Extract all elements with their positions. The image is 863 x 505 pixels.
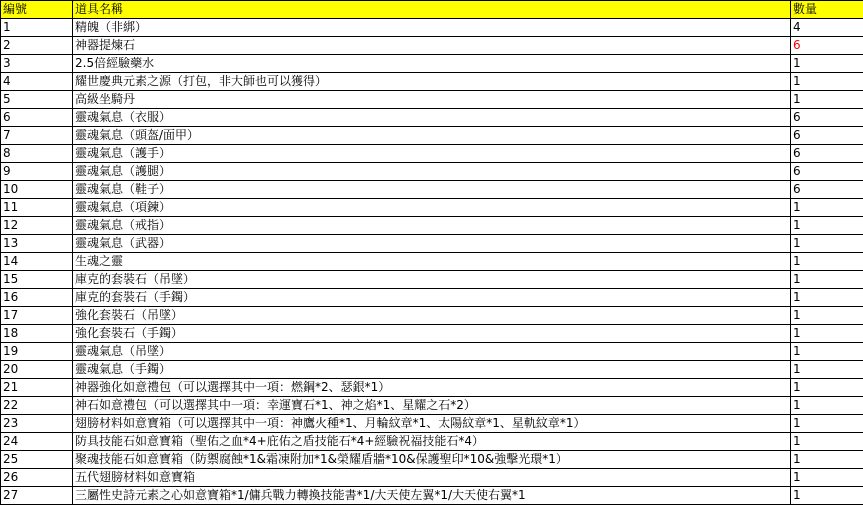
- row-qty-cell[interactable]: 1: [791, 289, 863, 307]
- row-qty-cell[interactable]: 1: [791, 325, 863, 343]
- row-name-cell[interactable]: 靈魂氣息（武器）: [73, 235, 791, 253]
- table-row: [1, 127, 863, 145]
- header-row: [1, 1, 863, 19]
- table-row: [1, 397, 863, 415]
- row-qty-cell[interactable]: 1: [791, 343, 863, 361]
- row-id-cell[interactable]: 26: [1, 469, 73, 487]
- row-qty-cell[interactable]: 1: [791, 469, 863, 487]
- table-row: [1, 217, 863, 235]
- table-row: [1, 91, 863, 109]
- row-qty-cell[interactable]: 1: [791, 55, 863, 73]
- row-id-cell[interactable]: 19: [1, 343, 73, 361]
- table-row: [1, 379, 863, 397]
- row-id-cell[interactable]: 27: [1, 487, 73, 505]
- row-name-cell[interactable]: 靈魂氣息（鞋子）: [73, 181, 791, 199]
- row-id-cell[interactable]: 1: [1, 19, 73, 37]
- row-name-cell[interactable]: 生魂之靈: [73, 253, 791, 271]
- row-name-cell[interactable]: 靈魂氣息（吊墜）: [73, 343, 791, 361]
- row-name-cell[interactable]: 三屬性史詩元素之心如意寶箱*1/傭兵戰力轉換技能書*1/大天使左翼*1/大天使右翼*1: [73, 487, 791, 505]
- table-row: [1, 235, 863, 253]
- row-qty-cell[interactable]: 1: [791, 451, 863, 469]
- row-qty-cell[interactable]: 6: [791, 37, 863, 55]
- row-id-cell[interactable]: 21: [1, 379, 73, 397]
- table-row: [1, 361, 863, 379]
- table-row: [1, 55, 863, 73]
- row-id-cell[interactable]: 7: [1, 127, 73, 145]
- row-qty-cell[interactable]: 1: [791, 217, 863, 235]
- row-id-cell[interactable]: 25: [1, 451, 73, 469]
- row-name-cell[interactable]: 神器強化如意禮包（可以選擇其中一項：燃鋼*2、瑟銀*1）: [73, 379, 791, 397]
- table-row: [1, 487, 863, 505]
- row-id-cell[interactable]: 10: [1, 181, 73, 199]
- row-name-cell[interactable]: 聚魂技能石如意寶箱（防禦腐蝕*1&霜凍附加*1&榮耀盾牆*10&保護聖印*10&強擊光環*1）: [73, 451, 791, 469]
- row-name-cell[interactable]: 靈魂氣息（戒指）: [73, 217, 791, 235]
- row-id-cell[interactable]: 22: [1, 397, 73, 415]
- row-id-cell[interactable]: 23: [1, 415, 73, 433]
- row-name-cell[interactable]: 庫克的套裝石（吊墜）: [73, 271, 791, 289]
- row-id-cell[interactable]: 6: [1, 109, 73, 127]
- header-cell-qty[interactable]: 數量: [791, 1, 863, 19]
- row-name-cell[interactable]: 靈魂氣息（頭盔/面甲）: [73, 127, 791, 145]
- row-id-cell[interactable]: 14: [1, 253, 73, 271]
- row-qty-cell[interactable]: 1: [791, 235, 863, 253]
- row-id-cell[interactable]: 2: [1, 37, 73, 55]
- row-qty-cell[interactable]: 1: [791, 199, 863, 217]
- table-row: [1, 451, 863, 469]
- table-row: [1, 73, 863, 91]
- row-name-cell[interactable]: 耀世慶典元素之源（打包，非大師也可以獲得）: [73, 73, 791, 91]
- row-id-cell[interactable]: 12: [1, 217, 73, 235]
- table-row: [1, 343, 863, 361]
- row-id-cell[interactable]: 13: [1, 235, 73, 253]
- row-name-cell[interactable]: 高級坐騎丹: [73, 91, 791, 109]
- row-qty-cell[interactable]: 6: [791, 109, 863, 127]
- row-name-cell[interactable]: 五代翅膀材料如意寶箱: [73, 469, 791, 487]
- row-name-cell[interactable]: 精魄（非綁）: [73, 19, 791, 37]
- row-id-cell[interactable]: 4: [1, 73, 73, 91]
- row-name-cell[interactable]: 神器提煉石: [73, 37, 791, 55]
- row-qty-cell[interactable]: 1: [791, 253, 863, 271]
- table-row: [1, 19, 863, 37]
- row-id-cell[interactable]: 20: [1, 361, 73, 379]
- header-cell-name[interactable]: 道具名稱: [73, 1, 791, 19]
- row-id-cell[interactable]: 18: [1, 325, 73, 343]
- row-qty-cell[interactable]: 1: [791, 307, 863, 325]
- row-qty-cell[interactable]: 6: [791, 181, 863, 199]
- table-row: [1, 181, 863, 199]
- row-id-cell[interactable]: 3: [1, 55, 73, 73]
- row-qty-cell[interactable]: 1: [791, 271, 863, 289]
- table-row: [1, 469, 863, 487]
- table-row: [1, 415, 863, 433]
- row-qty-cell[interactable]: 1: [791, 487, 863, 505]
- row-id-cell[interactable]: 24: [1, 433, 73, 451]
- row-name-cell[interactable]: 2.5倍經驗藥水: [73, 55, 791, 73]
- row-id-cell[interactable]: 17: [1, 307, 73, 325]
- header-cell-id[interactable]: 編號: [1, 1, 73, 19]
- row-qty-cell[interactable]: 1: [791, 415, 863, 433]
- table-row: [1, 37, 863, 55]
- table-row: [1, 163, 863, 181]
- row-qty-cell[interactable]: 1: [791, 361, 863, 379]
- row-qty-cell[interactable]: 1: [791, 397, 863, 415]
- row-qty-cell[interactable]: 1: [791, 91, 863, 109]
- row-qty-cell[interactable]: 1: [791, 433, 863, 451]
- table-row: [1, 433, 863, 451]
- row-name-cell[interactable]: 庫克的套裝石（手鐲）: [73, 289, 791, 307]
- table-row: [1, 271, 863, 289]
- row-name-cell[interactable]: 強化套裝石（吊墜）: [73, 307, 791, 325]
- row-id-cell[interactable]: 8: [1, 145, 73, 163]
- row-name-cell[interactable]: 靈魂氣息（衣服）: [73, 109, 791, 127]
- table-row: [1, 289, 863, 307]
- row-name-cell[interactable]: 防具技能石如意寶箱（聖佑之血*4+庇佑之盾技能石*4+經驗祝福技能石*4）: [73, 433, 791, 451]
- row-qty-cell[interactable]: 1: [791, 379, 863, 397]
- row-name-cell[interactable]: 靈魂氣息（護手）: [73, 145, 791, 163]
- row-qty-cell[interactable]: 6: [791, 145, 863, 163]
- row-name-cell[interactable]: 靈魂氣息（手鐲）: [73, 361, 791, 379]
- row-name-cell[interactable]: 靈魂氣息（護腿）: [73, 163, 791, 181]
- row-id-cell[interactable]: 11: [1, 199, 73, 217]
- row-name-cell[interactable]: 強化套裝石（手鐲）: [73, 325, 791, 343]
- row-id-cell[interactable]: 16: [1, 289, 73, 307]
- row-id-cell[interactable]: 15: [1, 271, 73, 289]
- table-row: [1, 253, 863, 271]
- row-qty-cell[interactable]: 1: [791, 73, 863, 91]
- table-row: [1, 325, 863, 343]
- row-qty-cell[interactable]: 6: [791, 163, 863, 181]
- row-id-cell[interactable]: 5: [1, 91, 73, 109]
- table-row: [1, 199, 863, 217]
- table-row: [1, 307, 863, 325]
- row-qty-cell[interactable]: 6: [791, 127, 863, 145]
- row-name-cell[interactable]: 靈魂氣息（項鍊）: [73, 199, 791, 217]
- row-qty-cell[interactable]: 4: [791, 19, 863, 37]
- row-name-cell[interactable]: 神石如意禮包（可以選擇其中一項：幸運寶石*1、神之焰*1、星耀之石*2）: [73, 397, 791, 415]
- table-row: [1, 145, 863, 163]
- row-name-cell[interactable]: 翅膀材料如意寶箱（可以選擇其中一項：神鷹火種*1、月輪紋章*1、太陽紋章*1、星軌紋章*1）: [73, 415, 791, 433]
- table-row: [1, 109, 863, 127]
- row-id-cell[interactable]: 9: [1, 163, 73, 181]
